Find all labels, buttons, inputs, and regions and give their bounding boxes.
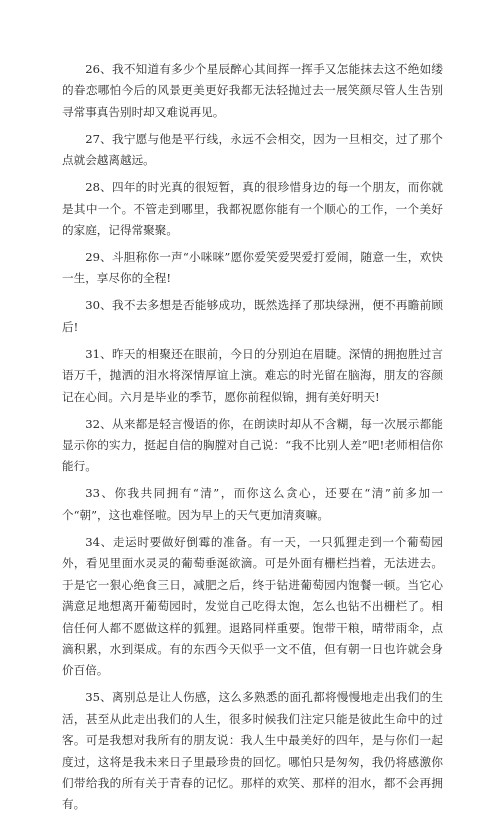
paragraph-27: 27、我宁愿与他是平行线，永远不会相交，因为一旦相交，过了那个点就会越离越远。 [62,131,443,168]
paragraph-31: 31、昨天的相聚还在眼前，今日的分别迫在眉睫。深情的拥抱胜过言语万千，抛洒的泪水将深情厚谊上演。难忘的时光留在脑海，朋友的容颜记在心间。六月是毕业的季节，愿你前程似锦，拥有美好明天! [62,346,443,404]
paragraph-28: 28、四年的时光真的很短暂，真的很珍惜身边的每一个朋友，而你就是其中一个。不管走到哪里，我都祝愿你能有一个顺心的工作，一个美好的家庭，记得常聚聚。 [62,180,443,238]
paragraph-33: 33、你我共同拥有“清”，而你这么贪心，还要在“清”前多加一个“朝”，这也难怪啦。因为早上的天气更加清爽嘛。 [62,486,443,522]
paragraph-35: 35、离别总是让人伤感，这么多熟悉的面孔都将慢慢地走出我们的生活，甚至从此走出我们的人生，很多时候我们注定只能是彼此生命中的过客。可是我想对我所有的朋友说：我人生中最美好的四年，是与你们一起度过，这将是我未来日子里最珍贵的回忆。哪怕只是匆匆，我仍将感激你们带给我的所有关于青春的记忆。那样的欢笑、那样的泪水，都不会再拥有。 [62,690,443,812]
paragraph-34: 34、走运时要做好倒霉的准备。有一天，一只狐狸走到一个葡萄园外，看见里面水灵灵的葡萄垂涎欲滴。可是外面有栅栏挡着，无法进去。于是它一狠心绝食三日，减肥之后，终于钻进葡萄园内饱餐一顿。当它心满意足地想离开葡萄园时，发觉自己吃得太饱，怎么也钻不出栅栏了。相信任何人都不愿做这样的狐狸。退路同样重要。饱带干粮，晴带雨伞，点滴积累，水到渠成。有的东西今天似乎一文不值，但有朝一日也许就会身价百倍。 [62,534,443,678]
paragraph-32: 32、从来都是轻言慢语的你，在朗读时却从不含糊，每一次展示都能显示你的实力，挺起自信的胸膛对自己说：“我不比别人差”吧!老师相信你能行。 [62,416,443,474]
paragraph-30: 30、我不去多想是否能够成功，既然选择了那块绿洲，便不再瞻前顾后! [62,298,443,334]
paragraph-29: 29、斗胆称你一声“小咪咪”愿你爱笑爱哭爱打爱闹，随意一生，欢快一生，享尽你的全程! [62,250,443,286]
paragraph-26: 26、我不知道有多少个星辰醉心其间挥一挥手又怎能抹去这不绝如缕的眷恋哪怕今后的风景更美更好我都无法轻抛过去一展笑颜尽管人生告别寻常事真告别时却又难说再见。 [62,62,443,119]
